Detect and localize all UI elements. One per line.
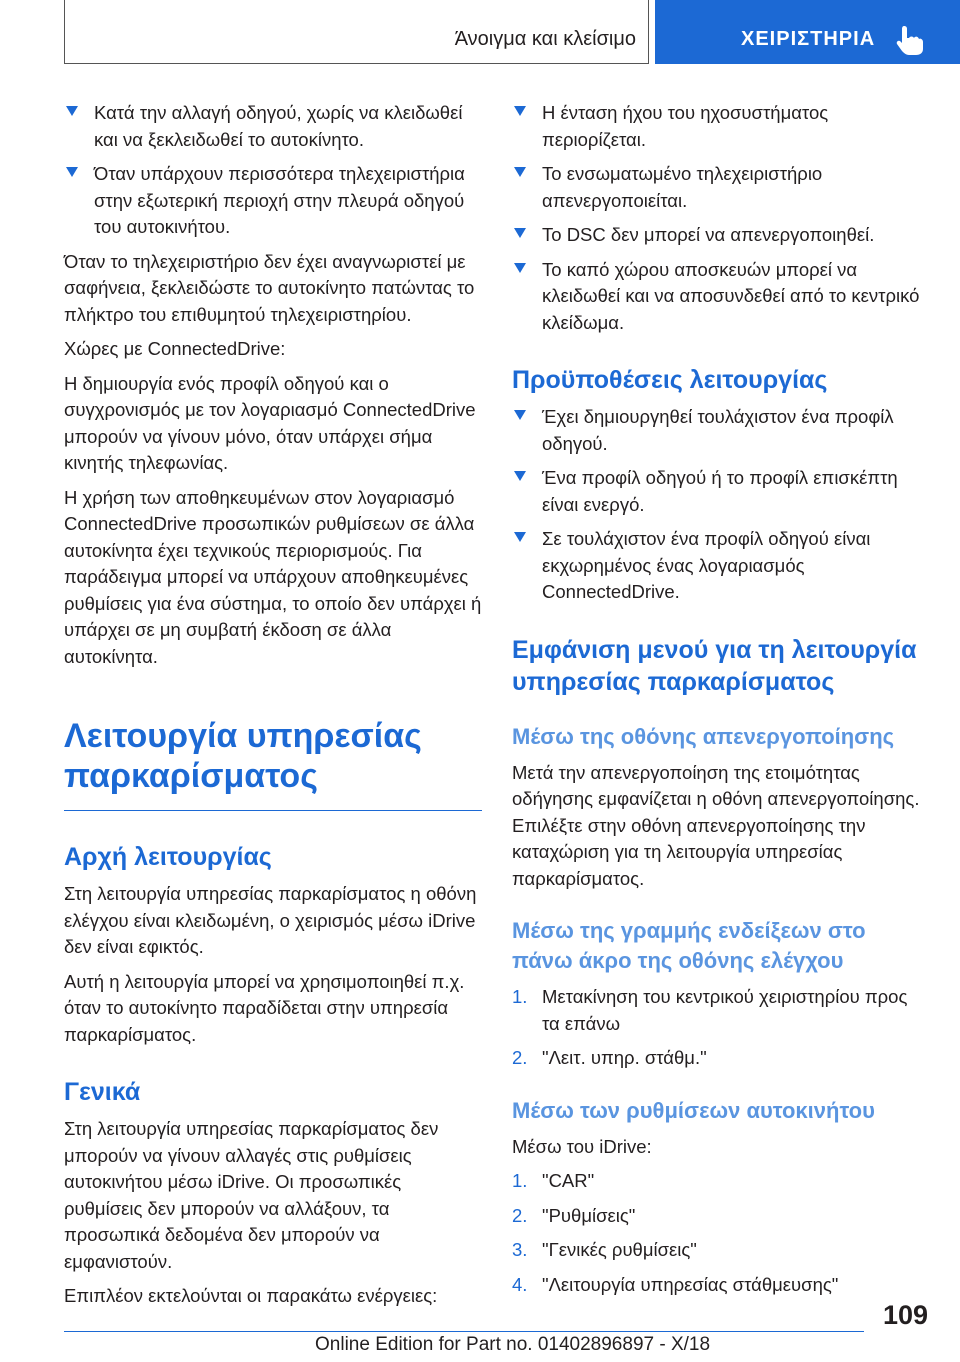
- triangle-bullet-icon: [514, 532, 526, 542]
- chapter-title: Άνοιγμα και κλείσιμο: [454, 28, 636, 50]
- paragraph: Αυτή η λειτουργία μπορεί να χρησιμοποιηθεί π.χ. όταν το αυτοκίνητο παραδίδεται στην υπηρεσία παρκαρίσματος.: [64, 970, 465, 1045]
- triangle-bullet-icon: [514, 410, 526, 420]
- paragraph: Στη λειτουργία υπηρεσίας παρκαρίσματος η οθόνη ελέγχου είναι κλειδωμένη, ο χειρισμός μέσω iDrive δεν είναι εφικτός.: [64, 883, 477, 957]
- paragraph: Η δημιουργία ενός προφίλ οδηγού και ο συγχρονισμός με τον λογαριασμό ConnectedDrive μπορούν να γίνουν μόνο, όταν υπάρχει σήμα κινητής τηλεφωνίας.: [64, 372, 476, 473]
- numbered-step: 2. "Ρυθμίσεις": [512, 1204, 636, 1226]
- paragraph: Η χρήση των αποθηκευμένων στον λογαριασμό ConnectedDrive προσωπικών ρυθμίσεων σε άλλα αυτοκίνητα έχει τεχνικούς περιορισμούς. Για παράδειγμα μπορεί να υπάρχουν αποθηκευμένες ρυθμίσεις για ένα σύστημα, το οποίο δεν υπάρχει ή υπάρχει σε μη συμβατή έκδοση σε άλλα αυτοκίνητα.: [64, 486, 482, 667]
- numbered-step: 2. "Λειτ. υπηρ. στάθμ.": [512, 1047, 707, 1068]
- header-chapter-box: [64, 0, 649, 64]
- section-heading: Εμφάνιση μενού για τη λειτουργία υπηρεσίας παρκαρίσματος: [512, 635, 917, 696]
- triangle-bullet-icon: [66, 106, 78, 116]
- numbered-step: 1. "CAR": [512, 1170, 595, 1191]
- chapter-heading: Λειτουργία υπηρεσίας παρκαρίσματος: [64, 717, 422, 795]
- triangle-bullet-icon: [514, 167, 526, 177]
- section-heading: Γενικά: [64, 1078, 141, 1106]
- section-title: ΧΕΙΡΙΣΤΗΡΙΑ: [741, 28, 876, 50]
- paragraph: Μέσω του iDrive:: [512, 1135, 652, 1157]
- bullet-item: Η ένταση ήχου του ηχοσυστήματος περιορίζεται.: [512, 100, 930, 153]
- numbered-step: 4. "Λειτουργία υπηρεσίας στάθμευσης": [512, 1273, 839, 1295]
- subsection-heading: Μέσω της γραμμής ενδείξεων στο πάνω άκρο της οθόνης ελέγχου: [512, 918, 866, 973]
- triangle-bullet-icon: [66, 167, 78, 177]
- triangle-bullet-icon: [514, 228, 526, 238]
- bullet-item: Το καπό χώρου αποσκευών μπορεί να κλειδωθεί και να αποσυνδεθεί από το κεντρικό κλείδωμα.: [512, 257, 930, 337]
- paragraph: Χώρες με ConnectedDrive:: [64, 338, 286, 359]
- footer-divider: [64, 1331, 864, 1332]
- paragraph: Όταν το τηλεχειριστήριο δεν έχει αναγνωριστεί με σαφήνεια, ξεκλειδώστε το αυτοκίνητο πατώντας το πλήκτρο του επιθυμητού τηλεχειριστηρίου.: [64, 250, 475, 325]
- subsection-heading: Μέσω της οθόνης απενεργοποίησης: [512, 723, 895, 749]
- left-column: [64, 100, 482, 1318]
- numbered-step: 1. Μετακίνηση του κεντρικού χειριστηρίου προς τα επάνω: [512, 986, 908, 1034]
- bullet-item: Κατά την αλλαγή οδηγού, χωρίς να κλειδωθεί και να ξεκλειδωθεί το αυτοκίνητο.: [64, 100, 482, 153]
- paragraph: Επιπλέον εκτελούνται οι παρακάτω ενέργειες:: [64, 1285, 438, 1306]
- triangle-bullet-icon: [514, 471, 526, 481]
- bullet-item: Ένα προφίλ οδηγού ή το προφίλ επισκέπτη είναι ενεργό.: [512, 465, 930, 518]
- section-heading: Αρχή λειτουργίας: [64, 843, 272, 871]
- bullet-item: Όταν υπάρχουν περισσότερα τηλεχειριστήρια στην εξωτερική περιοχή στην πλευρά οδηγού του αυτοκινήτου.: [64, 161, 482, 241]
- paragraph: Στη λειτουργία υπηρεσίας παρκαρίσματος δεν μπορούν να γίνουν αλλαγές στις ρυθμίσεις αυτοκινήτου μέσω iDrive. Οι προσωπικές ρυθμίσεις δεν μπορούν να αλλάξουν, τα προσωπικά δεδομένα δεν μπορούν να εμφανιστούν.: [64, 1118, 439, 1272]
- header-section-tab: [655, 0, 960, 64]
- bullet-item: Το DSC δεν μπορεί να απενεργοποιηθεί.: [512, 222, 930, 249]
- numbered-step: 3. "Γενικές ρυθμίσεις": [512, 1239, 697, 1260]
- bullet-item: Έχει δημιουργηθεί τουλάχιστον ένα προφίλ οδηγού.: [512, 404, 930, 457]
- bullet-item: Το ενσωματωμένο τηλεχειριστήριο απενεργοποιείται.: [512, 161, 930, 214]
- heading-divider: [64, 810, 482, 811]
- page-number: 109: [882, 1300, 928, 1330]
- edition-footer: Online Edition for Part no. 01402896897 - X/18: [315, 1334, 711, 1355]
- section-heading: Προϋποθέσεις λειτουργίας: [512, 366, 828, 394]
- triangle-bullet-icon: [514, 106, 526, 116]
- paragraph: Μετά την απενεργοποίηση της ετοιμότητας οδήγησης εμφανίζεται η οθόνη απενεργοποίησης. Επιλέξτε στην οθόνη απενεργοποίησης την καταχώριση για τη λειτουργία υπηρεσίας παρκαρίσματος.: [512, 761, 920, 889]
- subsection-heading: Μέσω των ρυθμίσεων αυτοκινήτου: [512, 1097, 875, 1123]
- bullet-item: Σε τουλάχιστον ένα προφίλ οδηγού είναι εκχωρημένος ένας λογαριασμός ConnectedDrive.: [512, 526, 930, 606]
- triangle-bullet-icon: [514, 263, 526, 273]
- pointing-hand-icon: [895, 24, 925, 56]
- right-column: [512, 100, 930, 1306]
